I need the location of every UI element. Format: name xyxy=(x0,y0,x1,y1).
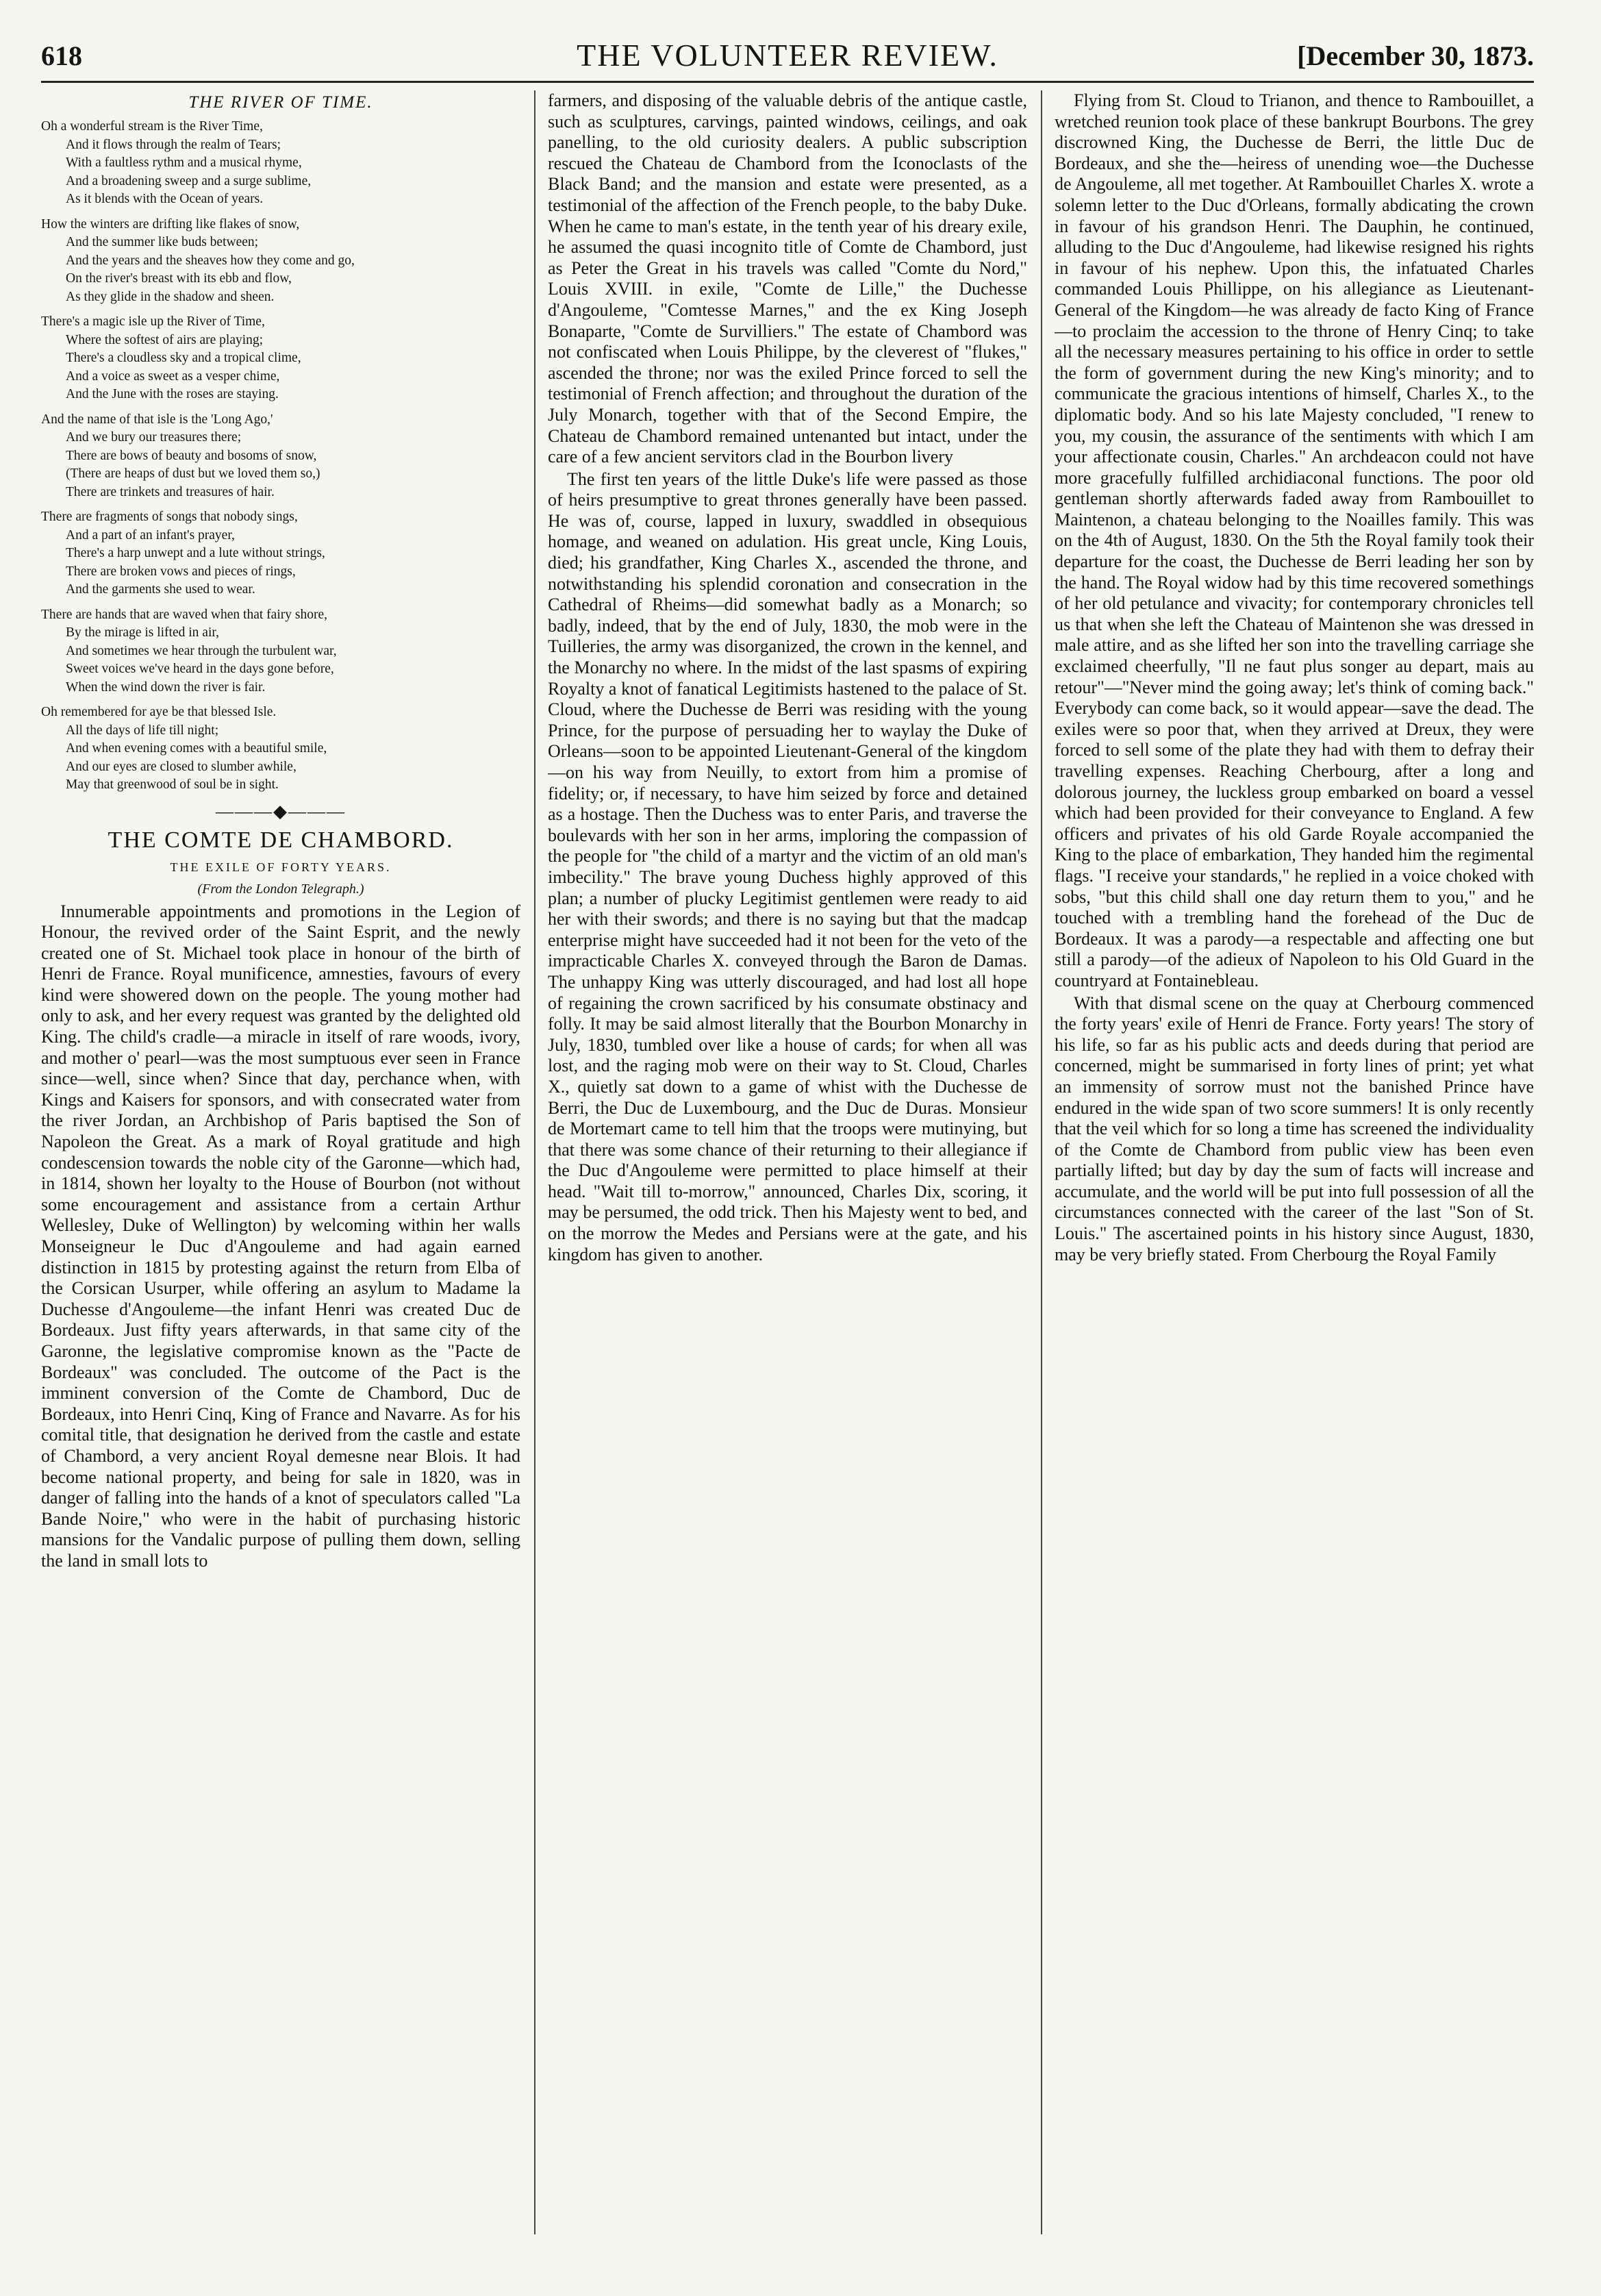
poem-line: There's a magic isle up the River of Time, xyxy=(41,314,265,329)
poem-line: There are fragments of songs that nobody sings, xyxy=(41,510,298,524)
column-divider xyxy=(534,90,535,2234)
poem-line: Oh a wonderful stream is the River Time, xyxy=(41,119,263,134)
poem-line: There are broken vows and pieces of rings, xyxy=(66,564,296,579)
poem-line: On the river's breast with its ebb and flow, xyxy=(66,271,292,286)
page-header xyxy=(41,27,1534,82)
article-text-col1 xyxy=(41,901,520,1572)
poem-line: There's a harp unwept and a lute without strings, xyxy=(66,546,325,560)
poem-line: And the June with the roses are staying. xyxy=(66,387,279,401)
poem-line: (There are heaps of dust but we loved them so,) xyxy=(66,466,320,481)
poem-stanza xyxy=(41,411,520,502)
poem-line: As it blends with the Ocean of years. xyxy=(66,192,264,206)
poem-stanza xyxy=(41,703,520,795)
page-number: 618 xyxy=(41,40,82,71)
article-title: THE COMTE DE CHAMBORD. xyxy=(108,827,454,853)
poem-line: When the wind down the river is fair. xyxy=(66,679,266,695)
poem-line: How the winters are drifting like flakes of snow, xyxy=(41,216,300,232)
poem-line: And sometimes we hear through the turbulent war, xyxy=(66,643,337,658)
poem-stanza xyxy=(41,118,520,209)
poem-line: And the summer like buds between; xyxy=(66,235,259,249)
poem-line: And a broadening sweep and a surge sublime, xyxy=(66,173,312,188)
article-paragraph: farmers, and disposing of the valuable debris of the antique castle, such as sculptures, carvings, painted windows, ceilings, and oak panelling, to the old curiosity dealers. A public subscription rescued the Chateau de Chambord from the Iconoclasts of the Black Band; and the mansion and estate were presented, as a testimonial of the affection of the French people, to the baby Duke. When he came to man's estate, in the tenth year of his dreary exile, he assumed the quasi incognito title of Comte de Chambord, just as Peter the Great in his travels was called "Comte du Nord," Louis XVIII. in exile, "Comte de Lille," the Duchesse d'Angouleme, "Comtesse Marnes," and the ex King Joseph Bonaparte, "Comte de Survilliers." The estate of Chambord was not confiscated when Louis Philippe, by the cleverest of "flukes," ascended the throne; nor was the exiled Prince forced to sell the testimonial of French affection; and throughout the duration of the July Monarch, together with that of the Second Empire, the Chateau de Chambord remained untenanted but intact, under the care of a few ancient servitors clad in the Bourbon livery xyxy=(548,90,1027,467)
article-paragraph: Flying from St. Cloud to Trianon, and thence to Rambouillet, a wretched reunion took place of these bankrupt Bourbons. The grey discrowned King, the Duchesse de Berri, the little Duc de Bordeaux, and she the—heiress of unending woe—the Duchesse de Angouleme, all met together. At Rambouillet Charles X. wrote a solemn letter to the Duc d'Orleans, formally abdicating the crown in favour of his grandson Henri. The Dauphin, he continued, alluding to the Duc d'Angouleme, had likewise resigned his rights in favour of his nephew. Upon this, the infatuated Charles commanded Louis Phillippe, on his allegiance as Lieutenant-General of the Kingdom—he was already de facto King of France—to proclaim the accession to the throne of Henry Cinq; to take all the necessary measures pertaining to his office in order to settle the form of government during the new King's minority; and to communicate the gracious intentions of himself, Charles X., to the diplomatic body. And so his late Majesty concluded, "I renew to you, my cousin, the assurance of the sentiments with which I am your affectionate cousin, Charles." An archdeacon could not have more gracefully fulfilled archidiaconal functions. The poor old gentleman shortly afterwards faded away from Rambouillet to Maintenon, a chateau belonging to the Noailles family. This was on the 4th of August, 1830. On the 5th the Royal family took their departure for the coast, the Duchesse de Berri leading her son by the hand. The Royal widow had by this time recovered somethings of her old petulance and vivacity; for contemporary chronicles tell us that when she left the Chateau of Maintenon she was dressed in male attire, and as she lifted her son into the travelling carriage she exclaimed cheerfully, "Il ne faut plus songer au depart, mais au retour"—"Never mind the going away; let's think of coming back." Everybody can come back, so it would appear—save the dead. The exiles were so poor that, when they arrived at Dreux, they were forced to sell some of the plate they had with them to defray their travelling expenses. Reaching Cherbourg, after a long and dolorous journey, the luckless group embarked on board a vessel which had been provided for their conveyance to England. A few officers and privates of his old Garde Royale accompanied the King to the place of embarkation, They handed him the regimental flags. "I receive your standards," he replied in a voice choked with sobs, "but this child shall one day return them to you," and he touched with a trembling hand the forehead of the Duc de Bordeaux. It was a parody—a respectable and affecting one but still a parody—of the adieux of Napoleon to his Old Guard in the countryard at Fontainebleau. xyxy=(1055,90,1534,990)
masthead: THE VOLUNTEER REVIEW. xyxy=(577,38,998,73)
poem-line: There are trinkets and treasures of hair. xyxy=(66,484,275,499)
poem-body xyxy=(41,118,520,795)
poem-line: And when evening comes with a beautiful smile, xyxy=(66,741,327,756)
column-1 xyxy=(41,90,520,2241)
article-source: (From the London Telegraph.) xyxy=(197,881,364,897)
article-text-col2 xyxy=(548,90,1027,1265)
poem-line: And a part of an infant's prayer, xyxy=(66,527,235,542)
article-paragraph: The first ten years of the little Duke's life were passed as those of heirs presumptive to great thrones generally have been passed. He was of, course, lapped in luxury, swaddled in obsequious homage, and weaned on adulation. His great uncle, King Louis, died; his grandfather, King Charles X., ascended the throne, and notwithstanding his splendid coronation and consecration in the Cathedral of Rheims—did somewhat badly as a Monarch; so badly, indeed, that by the end of July, 1830, the mob were in the Tuilleries, the army was disorganized, the crown in the kennel, and the Monarchy no where. In the midst of the last spasms of expiring Royalty a knot of fanatical Legitimists hastened to the palace of St. Cloud, where the Duchesse de Berri was residing with the young Prince, for the purpose of persuading her to waylay the Duke of Orleans—soon to be appointed Lieutenant-General of the kingdom—on his way from Neuilly, to extort from him a promise of fidelity; or, if necessary, to have him seized by force and detained as a hostage. Then the Duchess was to enter Paris, and traverse the boulevards with her son in her arms, imploring the compassion of the people for "the child of a martyr and the victim of an old man's imbecility." The brave young Duchess highly approved of this plan; a number of plucky Legitimist gentlemen were ready to aid her with their swords; and there is no saying but that the madcap enterprise might have succeeded had it not been for the veto of the impracticable Charles X. conveyed through the Baron de Damas. The unhappy King was utterly discouraged, and had lost all hope of regaining the crown sacrificed by his consumate obstinacy and folly. It may be said almost literally that the Bourbon Monarchy in July, 1830, tumbled over like a house of cards; for when all was lost, and the raging mob were on their way to St. Cloud, Charles X., quietly sat down to a game of whist with the Duchesse de Berri, the Duc de Luxembourg, and the Duc de Duras. Monsieur de Mortemart came to tell him that the troops were mutinying, but that there was some chance of their returning to their allegiance if the Duc d'Angouleme were permitted to place himself at their head. "Wait till to-morrow," announced, Charles Dix, scoring, it may be persumed, the odd trick. Then his Majesty went to bed, and on the morrow the Medes and Persians were at the gate, and his kingdom has given to another. xyxy=(548,469,1027,1264)
poem-line: And a voice as sweet as a vesper chime, xyxy=(66,369,280,384)
article-paragraph: Innumerable appointments and promotions in the Legion of Honour, the revived order of the Saint Esprit, and the newly created one of St. Michael took place in honour of the birth of Henri de France. Royal munificence, amnesties, favours of every kind were showered down on the people. The young mother had only to ask, and her every request was granted by the delighted old King. The child's cradle—a miracle in itself of rare woods, ivory, and mother o' pearl—was the most sumptuous ever seen in France since—well, since when? Since that day, perchance when, with Kings and Kaisers for sponsors, and with consecrated water from the river Jordan, an Archbishop of Paris baptised the Son of Napoleon the Great. As a mark of Royal gratitude and high condescension towards the noble city of the Garonne—which had, in 1814, shown her loyalty to the House of Bourbon (not without some encouragement and assistance from a certain Arthur Wellesley, Duke of Wellington) by welcoming within her walls Monseigneur le Duc d'Angouleme and had again earned distinction in 1815 by protesting against the return from Elba of the Corsican Usurper, while offering an asylum to Madame la Duchesse d'Angouleme—the infant Henri was created Duc de Bordeaux. Just fifty years afterwards, in that same city of the Garonne, the legislative compromise known as the "Pacte de Bordeaux" was concluded. The outcome of the Pact is the imminent conversion of the Comte de Chambord, Duc de Bordeaux, into Henri Cinq, King of France and Navarre. As for his comital title, that designation he derived from the castle and estate of Chambord, a very ancient Royal demesne near Blois. It had become national property, and being for sale in 1820, was in danger of falling into the hands of a knot of speculators called "La Bande Noire," who were in the habit of purchasing historic mansions for the Vandalic purpose of pulling them down, selling the land in small lots to xyxy=(41,901,520,1571)
poem-line: Sweet voices we've heard in the days gone before, xyxy=(66,662,334,676)
column-divider xyxy=(1041,90,1042,2234)
article-subtitle: THE EXILE OF FORTY YEARS. xyxy=(170,860,392,874)
poem-stanza xyxy=(41,216,520,307)
poem-line: There's a cloudless sky and a tropical clime, xyxy=(66,351,301,365)
poem-stanza xyxy=(41,606,520,697)
header-rule xyxy=(41,81,1534,83)
poem-line: And the years and the sheaves how they come and go, xyxy=(66,253,355,268)
poem-line: And the garments she used to wear. xyxy=(66,582,255,597)
poem-line: All the days of life till night; xyxy=(66,723,219,738)
poem-line: As they glide in the shadow and sheen. xyxy=(66,289,275,304)
poem-line: Where the softest of airs are playing; xyxy=(66,332,264,347)
poem-line: May that greenwood of soul be in sight. xyxy=(66,777,279,792)
poem-line: And it flows through the realm of Tears; xyxy=(66,137,281,152)
column-3 xyxy=(1055,90,1534,2241)
poem-line: And our eyes are closed to slumber awhile, xyxy=(66,759,297,774)
poem-stanza xyxy=(41,313,520,404)
column-2 xyxy=(548,90,1027,2241)
poem-line: There are hands that are waved when that fairy shore, xyxy=(41,607,327,622)
poem-line: Oh remembered for aye be that blessed Isle. xyxy=(41,705,277,719)
poem-line: By the mirage is lifted in air, xyxy=(66,625,219,640)
issue-date: [December 30, 1873. xyxy=(1297,40,1534,71)
poem-line: And we bury our treasures there; xyxy=(66,430,242,445)
poem-line: There are bows of beauty and bosoms of snow, xyxy=(66,448,317,463)
poem-title: THE RIVER OF TIME. xyxy=(188,93,373,112)
section-ornament: ———◆——— xyxy=(216,801,346,821)
article-paragraph: With that dismal scene on the quay at Cherbourg commenced the forty years' exile of Henri de France. Forty years! The story of his life, so far as his public acts and deeds during that period are concerned, might be summarised in forty lines of print; yet what an immensity of sorrow must not the banished Prince have endured in the wide span of two score summers! It is only recently that the veil which for so long a time has screened the individuality of the Comte de Chambord from public view has been even partially lifted; but day by day the sum of facts will increase and accumulate, and the world will be put into full possession of all the circumstances connected with the career of the last "Son of St. Louis." The ascertained points in his history since August, 1830, may be very briefly stated. From Cherbourg the Royal Family xyxy=(1055,993,1534,1264)
poem-stanza xyxy=(41,508,520,599)
article-text-col3 xyxy=(1055,90,1534,1265)
poem-line: And the name of that isle is the 'Long Ago,' xyxy=(41,412,273,427)
poem-line: With a faultless rythm and a musical rhyme, xyxy=(66,155,302,170)
